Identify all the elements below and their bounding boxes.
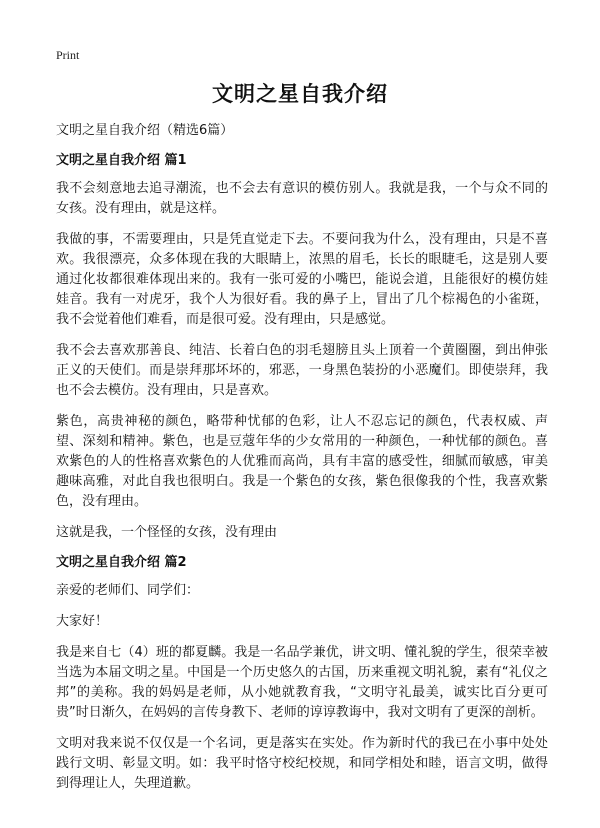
section-heading: 文明之星自我介绍 篇1 — [56, 153, 187, 168]
paragraph: 这就是我，一个怪怪的女孩，没有理由 — [56, 525, 278, 540]
section-heading: 文明之星自我介绍 篇2 — [56, 555, 187, 570]
paragraph: 亲爱的老师们、同学们： — [56, 583, 200, 598]
paragraph: 我不会去喜欢那善良、纯洁、长着白色的羽毛翅膀且头上顶着一个黄圈圈，到出伸张正义的天使们。而是崇拜那坏坏的，邪恶，一身黑色装扮的小恶魔们。即使崇拜，我也不会去模仿。没有理由，只是喜欢。 — [56, 343, 548, 398]
article-body — [56, 122, 548, 805]
paragraph: 文明对我来说不仅仅是一个名词，更是落实在实处。作为新时代的我已在小事中处处践行文明、彰显文明。如：我平时恪守校纪校规，和同学相处和睦，语言文明，做得到得理让人，失理道歉。 — [56, 736, 548, 791]
print-link[interactable]: Print — [56, 48, 80, 62]
page-title: 文明之星自我介绍 — [212, 82, 388, 106]
section-1 — [56, 152, 548, 543]
section-2 — [56, 554, 548, 794]
paragraph: 大家好！ — [56, 614, 109, 629]
paragraph: 我不会刻意地去追寻潮流，也不会去有意识的模仿别人。我就是我，一个与众不同的女孩。没有理由，就是这样。 — [56, 181, 548, 216]
article-subtitle: 文明之星自我介绍（精选6篇） — [56, 123, 234, 138]
paragraph: 我是来自七（4）班的都夏麟。我是一名品学兼优，讲文明、懂礼貌的学生，很荣幸被当选为本届文明之星。中国是一个历史悠久的古国，历来重视文明礼貌，素有“礼仪之邦”的美称。我的妈妈是老师，从小她就教育我，“文明守礼最美，诚实比百分更可贵”时日渐久，在妈妈的言传身教下、老师的谆谆教诲中，我对文明有了更深的剖析。 — [56, 645, 548, 720]
paragraph: 紫色，高贵神秘的颜色，略带种忧郁的色彩，让人不忍忘记的颜色，代表权威、声望、深刻和精神。紫色，也是豆蔻年华的少女常用的一种颜色，一种忧郁的颜色。喜欢紫色的人的性格喜欢紫色的人优雅而高尚，具有丰富的感受性，细腻而敏感，审美趣味高雅，对此自我也很明白。我是一个紫色的女孩，紫色很像我的个性，我喜欢紫色，没有理由。 — [56, 414, 548, 509]
paragraph: 我做的事，不需要理由，只是凭直觉走下去。不要问我为什么，没有理由，只是不喜欢。我很漂亮，众多体现在我的大眼睛上，浓黑的眉毛，长长的眼睫毛，这是别人要通过化妆都很难体现出来的。我有一张可爱的小嘴巴，能说会道，且能很好的模仿娃娃音。我有一对虎牙，我个人为很好看。我的鼻子上，冒出了几个棕褐色的小雀斑，我不会觉着他们难看，而是很可爱。没有理由，只是感觉。 — [56, 232, 548, 327]
